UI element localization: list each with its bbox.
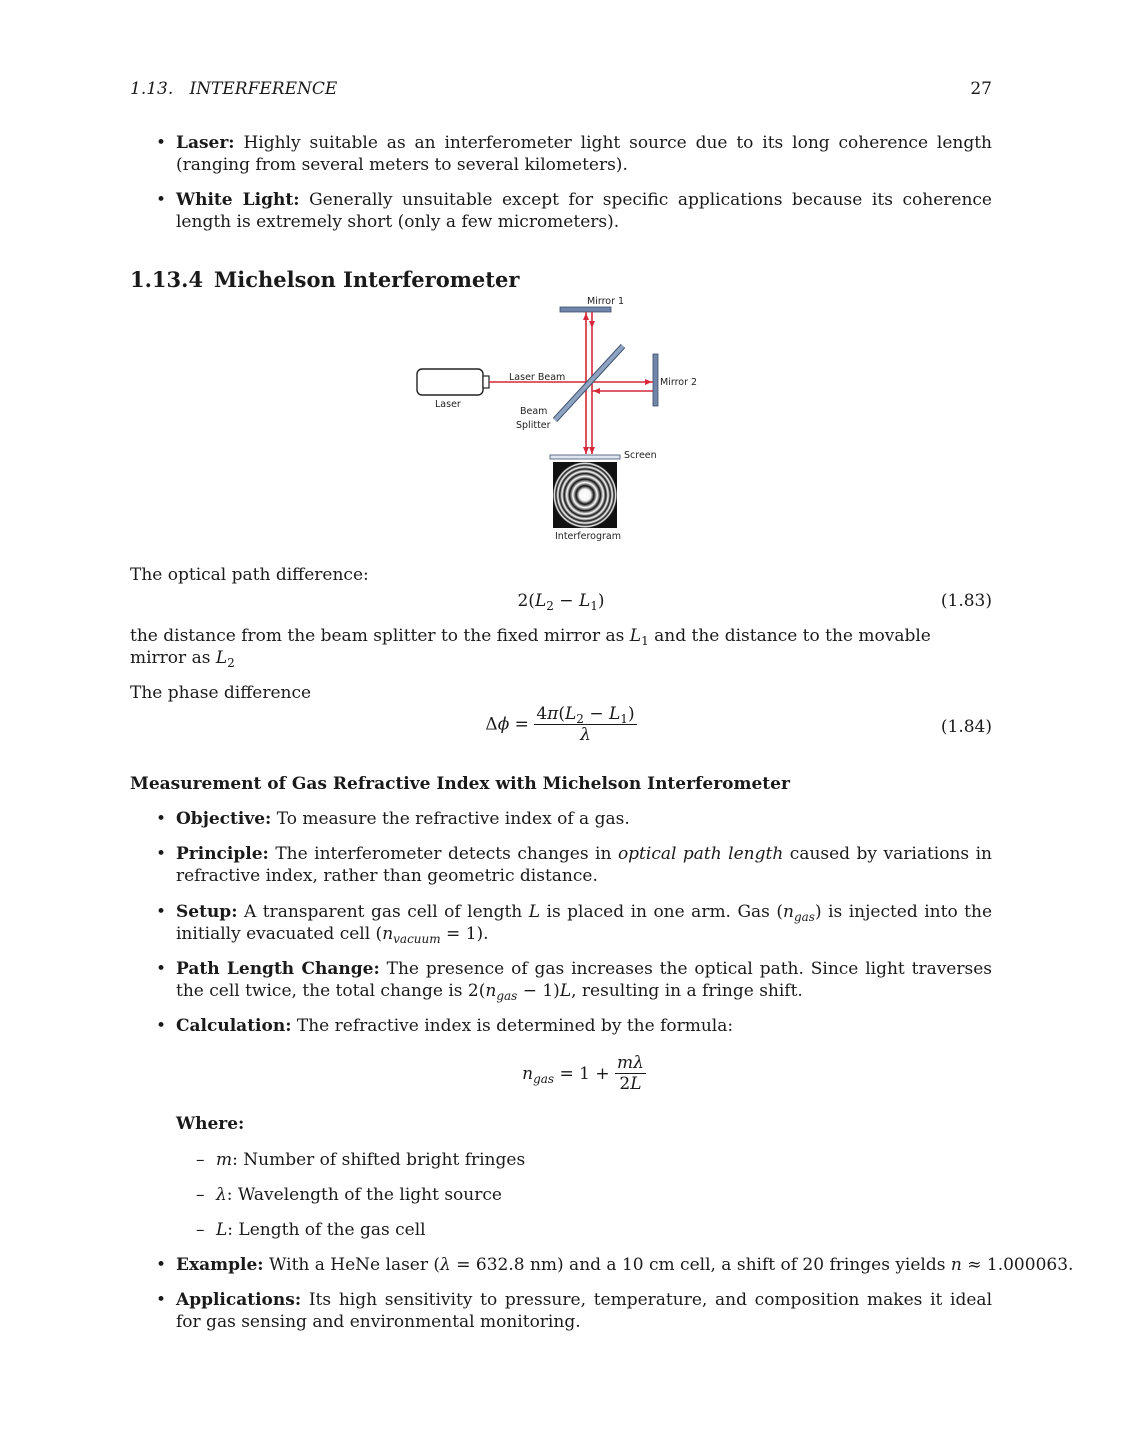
item-label: Calculation:: [176, 1016, 292, 1036]
list-item: [130, 843, 992, 887]
equation-1-83: [130, 590, 992, 614]
where-item: – L: Length of the gas cell: [176, 1219, 992, 1241]
item-text: With a HeNe laser (λ = 632.8 nm) and a 10 cm cell, a shift of 20 fringes yields n ≈ 1.000063.: [268, 1255, 1074, 1275]
laser-beams: [489, 312, 653, 454]
equation-number: (1.84): [940, 717, 992, 737]
list-item: [130, 132, 992, 176]
opd-intro: The optical path difference:: [130, 565, 369, 585]
subsection-heading: Measurement of Gas Refractive Index with Michelson Interferometer: [130, 774, 790, 794]
item-text: To measure the refractive index of a gas.: [276, 809, 630, 829]
section-title: [130, 266, 992, 294]
item-text: Generally unsuitable except for specific applications because its coherence length is extremely short (only a few micrometers).: [176, 190, 992, 232]
mirror2-label: Mirror 2: [660, 377, 698, 388]
item-text: The refractive index is determined by the formula:: [296, 1016, 734, 1036]
where-item: – λ: Wavelength of the light source: [176, 1184, 992, 1206]
opd-definition: the distance from the beam splitter to the fixed mirror as $L_1$ and the distance to the movable mirror as $L_2$: [130, 626, 931, 670]
interferometer-diagram: [410, 294, 730, 546]
list-item: [130, 1015, 992, 1241]
screen: [550, 455, 620, 459]
list-item: [130, 808, 992, 830]
where-label: Where:: [176, 1114, 245, 1134]
laser-beam-label: Laser Beam: [509, 372, 566, 383]
refractive-index-formula: $n_{gas} = 1$ + $\frac{m\lambda}{2L}$: [522, 1053, 644, 1094]
section-number: 1.13.4: [130, 267, 204, 292]
equation-1-84: [130, 704, 992, 748]
item-text: The presence of gas increases the optical path. Since light traverses the cell twice, the total change is $2(n_{gas} - 1)L$, resulting in a fringe shift.: [176, 959, 993, 1003]
item-label: Principle:: [176, 844, 269, 864]
running-header: [130, 78, 992, 102]
item-text: Its high sensitivity to pressure, temperature, and composition makes it ideal for gas sensing and environmental monitoring.: [176, 1290, 993, 1332]
phase-equation: Δϕ = $\frac{4\pi(L_2 - L_1)}{\lambda}$: [485, 704, 635, 745]
item-label: Applications:: [176, 1290, 302, 1310]
where-item: – m: Number of shifted bright fringes: [176, 1149, 992, 1171]
item-label: Setup:: [176, 902, 238, 922]
mirror1-label: Mirror 1: [587, 296, 625, 307]
phase-intro: The phase difference: [130, 683, 312, 703]
mirror1: [560, 307, 611, 312]
page-number: 27: [970, 79, 992, 99]
beam-splitter: [555, 346, 623, 420]
item-label: Path Length Change:: [176, 959, 380, 979]
list-item: [130, 958, 992, 1002]
laser-label: Laser: [435, 399, 461, 410]
item-text: Highly suitable as an interferometer light source due to its long coherence length (ranging from several meters to several kilometers).: [176, 133, 992, 175]
item-text: caused by variations in refractive index, rather than geometric distance.: [176, 844, 993, 886]
laser-aperture: [483, 376, 489, 388]
item-label: Example:: [176, 1255, 264, 1275]
item-text: A transparent gas cell of length L is placed in one arm. Gas $(n_{gas})$ is injected into the initially evacuated cell $(n_{vacuum} = 1)$.: [176, 902, 993, 946]
item-label: Laser:: [176, 133, 235, 153]
list-item: [130, 189, 992, 233]
beam-label: Beam: [520, 406, 548, 417]
list-item: [130, 1254, 1074, 1276]
measurement-list: [130, 808, 1074, 1333]
michelson-figure: [130, 294, 992, 552]
item-text: The interferometer detects changes in: [275, 844, 612, 864]
splitter-label: Splitter: [516, 420, 551, 431]
beam-arrows: [583, 313, 652, 454]
mirror2: [653, 354, 658, 406]
section-heading: Michelson Interferometer: [214, 267, 520, 292]
opd-equation: $2(L_2 - L_1)$: [517, 591, 605, 613]
interferogram-label: Interferogram: [555, 531, 622, 542]
coherence-list: [130, 132, 992, 233]
page: [130, 78, 1074, 1333]
screen-label: Screen: [624, 450, 657, 461]
interferogram: [553, 462, 617, 528]
list-item: [130, 1289, 992, 1333]
header-section: 1.13. INTERFERENCE: [130, 79, 338, 99]
item-label: Objective:: [176, 809, 272, 829]
laser-body: [417, 369, 483, 395]
item-label: White Light:: [176, 190, 300, 210]
where-list: [176, 1149, 992, 1241]
list-item: [130, 901, 992, 945]
item-emphasis: optical path length: [617, 844, 784, 864]
equation-number: (1.83): [940, 591, 992, 611]
